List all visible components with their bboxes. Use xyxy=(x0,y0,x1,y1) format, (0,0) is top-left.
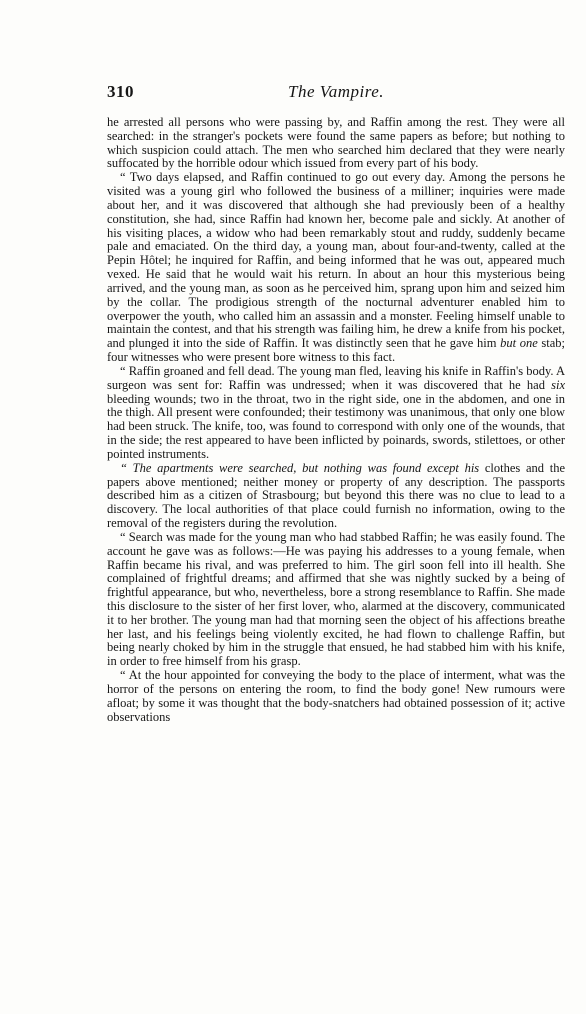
italic-text-run: but one xyxy=(500,336,538,351)
paragraph xyxy=(107,365,565,462)
body-text xyxy=(107,116,565,724)
paragraph xyxy=(107,462,565,531)
text-run: he arrested all persons who were passing by, and Raffin among the rest. They were all searched: in the stranger's pockets were found the same papers as before; but nothing to which suspicion could attach. The men who searched him declared that they were nearly suffocated by the horrible odour which issued from every part of his body. xyxy=(107,115,565,171)
text-run: bleeding wounds; two in the throat, two in the right side, one in the abdomen, and one in the thigh. All present were confounded; their testimony was unanimous, that only one blow had been struck. The knife, too, was found to correspond with only one of the wounds, that in the side; the rest appeared to have been inflicted by poinards, swords, stilettoes, or other pointed instruments. xyxy=(107,391,565,461)
paragraph xyxy=(107,531,565,669)
text-run: stab; four witnesses who were present bore witness to this fact. xyxy=(107,336,566,365)
text-run: “ Raffin groaned and fell dead. The young man fled, leaving his knife in Raffin's body. A surgeon was sent for: Raffin was undressed; when it was discovered that he had xyxy=(107,363,565,392)
paragraph xyxy=(107,171,565,365)
italic-text-run: “ The apartments were searched, but nothing was found except his xyxy=(120,460,480,475)
running-title: The Vampire. xyxy=(287,82,385,101)
text-run: “ Two days elapsed, and Raffin continued to go out every day. Among the persons he visited was a young girl who followed the business of a milliner; inquiries were made about her, and it was discovered that although she had previously been of a healthy constitution, she had, since Raffin had known her, become pale and sickly. At another of his visiting places, a widow who had been remarkably stout and ruddy, suddenly became pale and emaciated. On the third day, a young man, about four-and-twenty, called at the Pepin Hôtel; he inquired for Raffin, and being informed that he was out, appeared much vexed. He said that he would wait his return. In about an hour this mysterious being arrived, and the young man, as soon as he perceived him, sprang upon him and seized him by the collar. The prodigious strength of the nocturnal adventurer enabled him to overpower the youth, who called him an assassin and a monster. Feeling himself unable to maintain the contest, and that his strength was failing him, he drew a knife from his pocket, and plunged it into the side of Raffin. It was distinctly seen that he gave him xyxy=(107,170,565,351)
text-run: “ At the hour appointed for conveying the body to the place of interment, what was the horror of the persons on entering the room, to find the body gone! New rumours were afloat; by some it was thought that the body-snatchers had obtained possession of it; active observations xyxy=(107,668,565,724)
page-header xyxy=(107,82,565,104)
paragraph xyxy=(107,669,565,724)
page-number: 310 xyxy=(107,82,134,101)
text-run: clothes and the papers above mentioned; neither money or property of any description. The passports described him as a citizen of Strasbourg; but beyond this there was no clue to lead to a discovery. The local authorities of that place could furnish no information, owing to the removal of the registers during the revolution. xyxy=(107,460,565,531)
paragraph xyxy=(107,116,565,171)
text-run: “ Search was made for the young man who had stabbed Raffin; he was easily found. The account he gave was as follows:—He was paying his addresses to a young female, when Raffin became his rival, and was preferred to him. The girl soon fell into ill health. She complained of frightful dreams; and affirmed that she was nightly sucked by a being of frightful appearance, but who, nevertheless, bore a strong resemblance to Raffin. She made this disclosure to the sister of her first lover, who, alarmed at the discovery, communicated it to her brother. The young man had that morning seen the object of his affections breathe her last, and his feelings being violently excited, he had flown to challenge Raffin, but being nearly choked by him in the struggle that ensued, he had stabbed him with his knife, in order to free himself from his grasp. xyxy=(107,529,565,669)
italic-text-run: six xyxy=(551,377,565,392)
